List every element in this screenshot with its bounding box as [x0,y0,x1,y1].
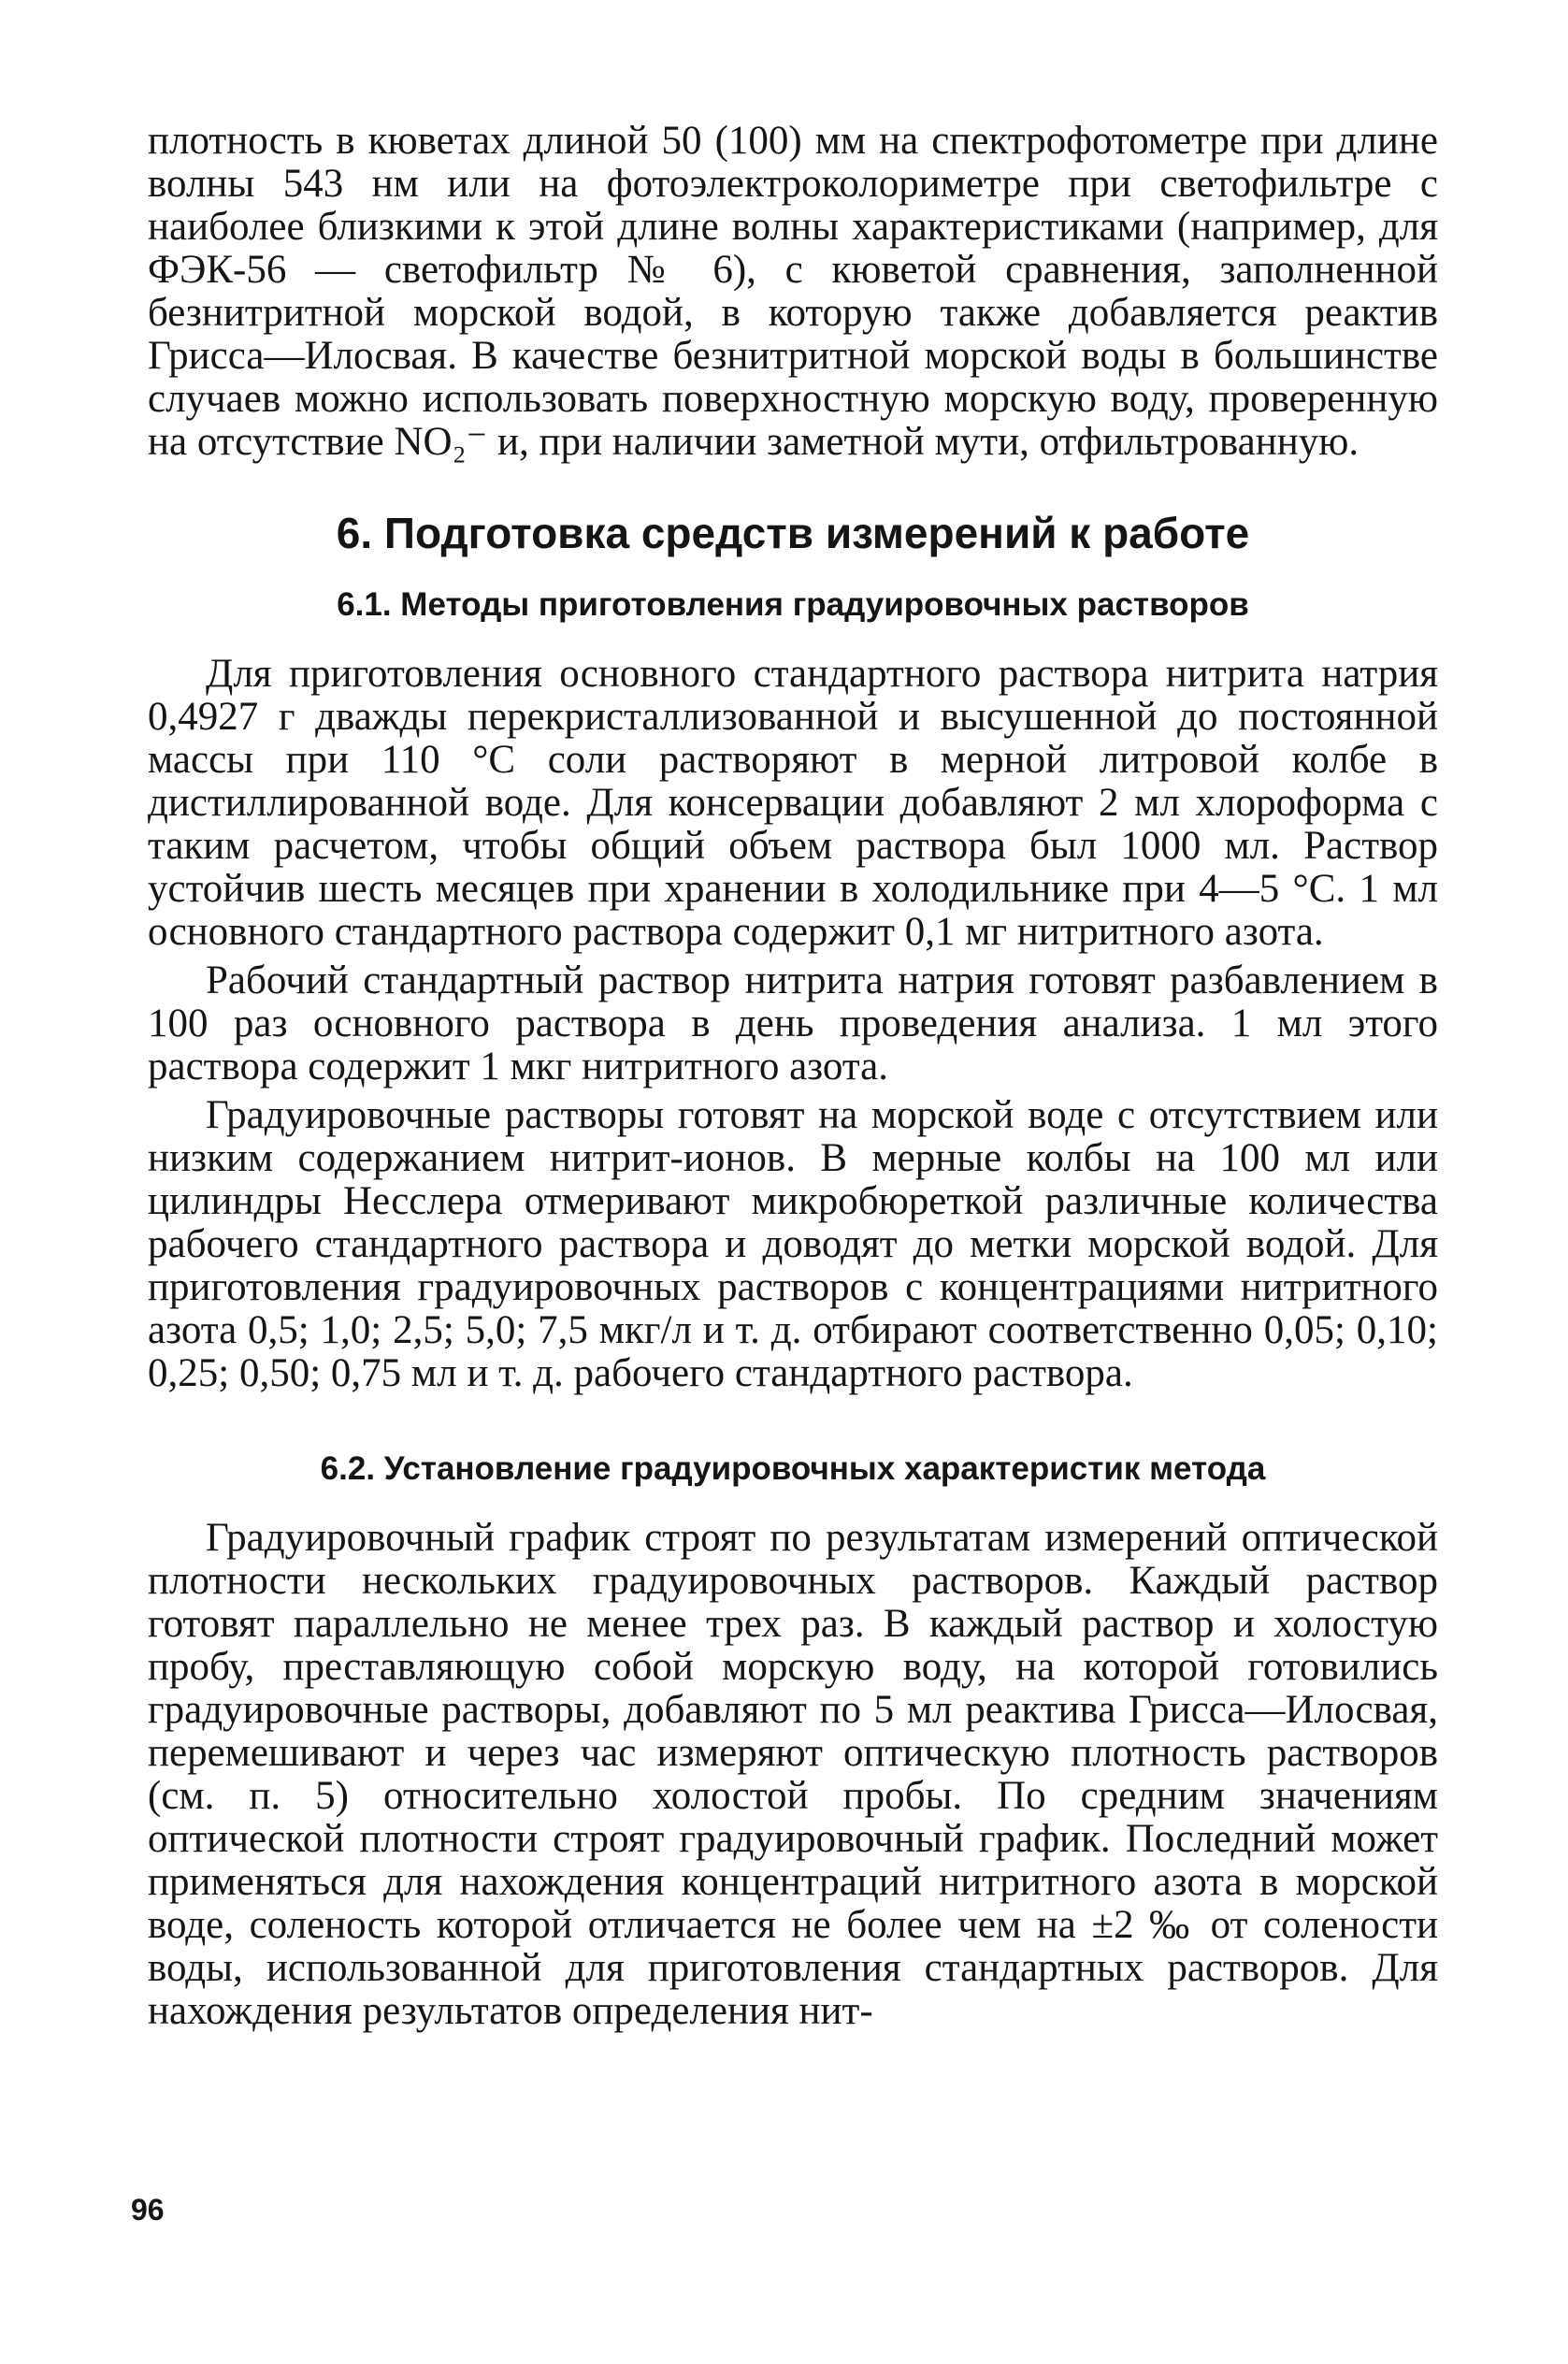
section-6-heading: 6. Подготовка средств измерений к работе [336,509,1250,557]
paragraph-6-1-3: Градуировочные растворы готовят на морской воде с отсутствием или низким содержанием нитрит-ионов. В мерные колбы на 100 мл или цилиндры Несслера отмеривают микробюреткой различные количества рабочего стандартного раствора и доводят до метки морской водой. Для приготовления градуировочных растворов с концентрациями нитритного азота 0,5; 1,0; 2,5; 5,0; 7,5 мкг/л и т. д. отбирают соответственно 0,05; 0,10; 0,25; 0,50; 0,75 мл и т. д. рабочего стандартного раствора. [148,1093,1438,1395]
document-page [148,120,1438,2033]
subsection-6-1-heading: 6.1. Методы приготовления градуировочных растворов [337,586,1249,623]
paragraph-6-1-2: Рабочий стандартный раствор нитрита натрия готовят разбавлением в 100 раз основного раствора в день проведения анализа. 1 мл этого раствора содержит 1 мкг нитритного азота. [148,959,1438,1088]
paragraph-6-2-1: Градуировочный график строят по результатам измерений оптической плотности нескольких градуировочных растворов. Каждый раствор готовят параллельно не менее трех раз. В каждый раствор и холостую пробу, преставляющую собой морскую воду, на которой готовились градуировочные растворы, добавляют по 5 мл реактива Грисса—Илосвая, перемешивают и через час измеряют оптическую плотность растворов (см. п. 5) относительно холостой пробы. По средним значениям оптической плотности строят градуировочный график. Последний может применяться для нахождения концентраций нитритного азота в морской воде, соленость которой отличается не более чем на ±2 ‰ от солености воды, использованной для приготовления стандартных растворов. Для нахождения результатов определения нит- [148,1516,1438,2033]
paragraph-6-1-1: Для приготовления основного стандартного раствора нитрита натрия 0,4927 г дважды перекристаллизованной и высушенной до постоянной массы при 110 °С соли растворяют в мерной литровой колбе в дистиллированной воде. Для консервации добавляют 2 мл хлороформа с таким расчетом, чтобы общий объем раствора был 1000 мл. Раствор устойчив шесть месяцев при хранении в холодильнике при 4—5 °С. 1 мл основного стандартного раствора содержит 0,1 мг нитритного азота. [148,652,1438,954]
subsection-6-2-heading: 6.2. Установление градуировочных характеристик метода [320,1450,1266,1487]
intro-paragraph: плотность в кюветах длиной 50 (100) мм на спектрофотометре при длине волны 543 нм или на фотоэлектроколориметре при светофильтре с наиболее близкими к этой длине волны характеристиками (например, для ФЭК-56 — светофильтр № 6), с кюветой сравнения, заполненной безнитритной морской водой, в которую также добавляется реактив Грисса—Илосвая. В качестве безнитритной морской воды в большинстве случаев можно использовать поверхностную морскую воду, проверенную на отсутствие NO₂⁻ и, при наличии заметной мути, отфильтрованную. [148,119,1438,464]
page-number: 96 [131,2193,165,2227]
